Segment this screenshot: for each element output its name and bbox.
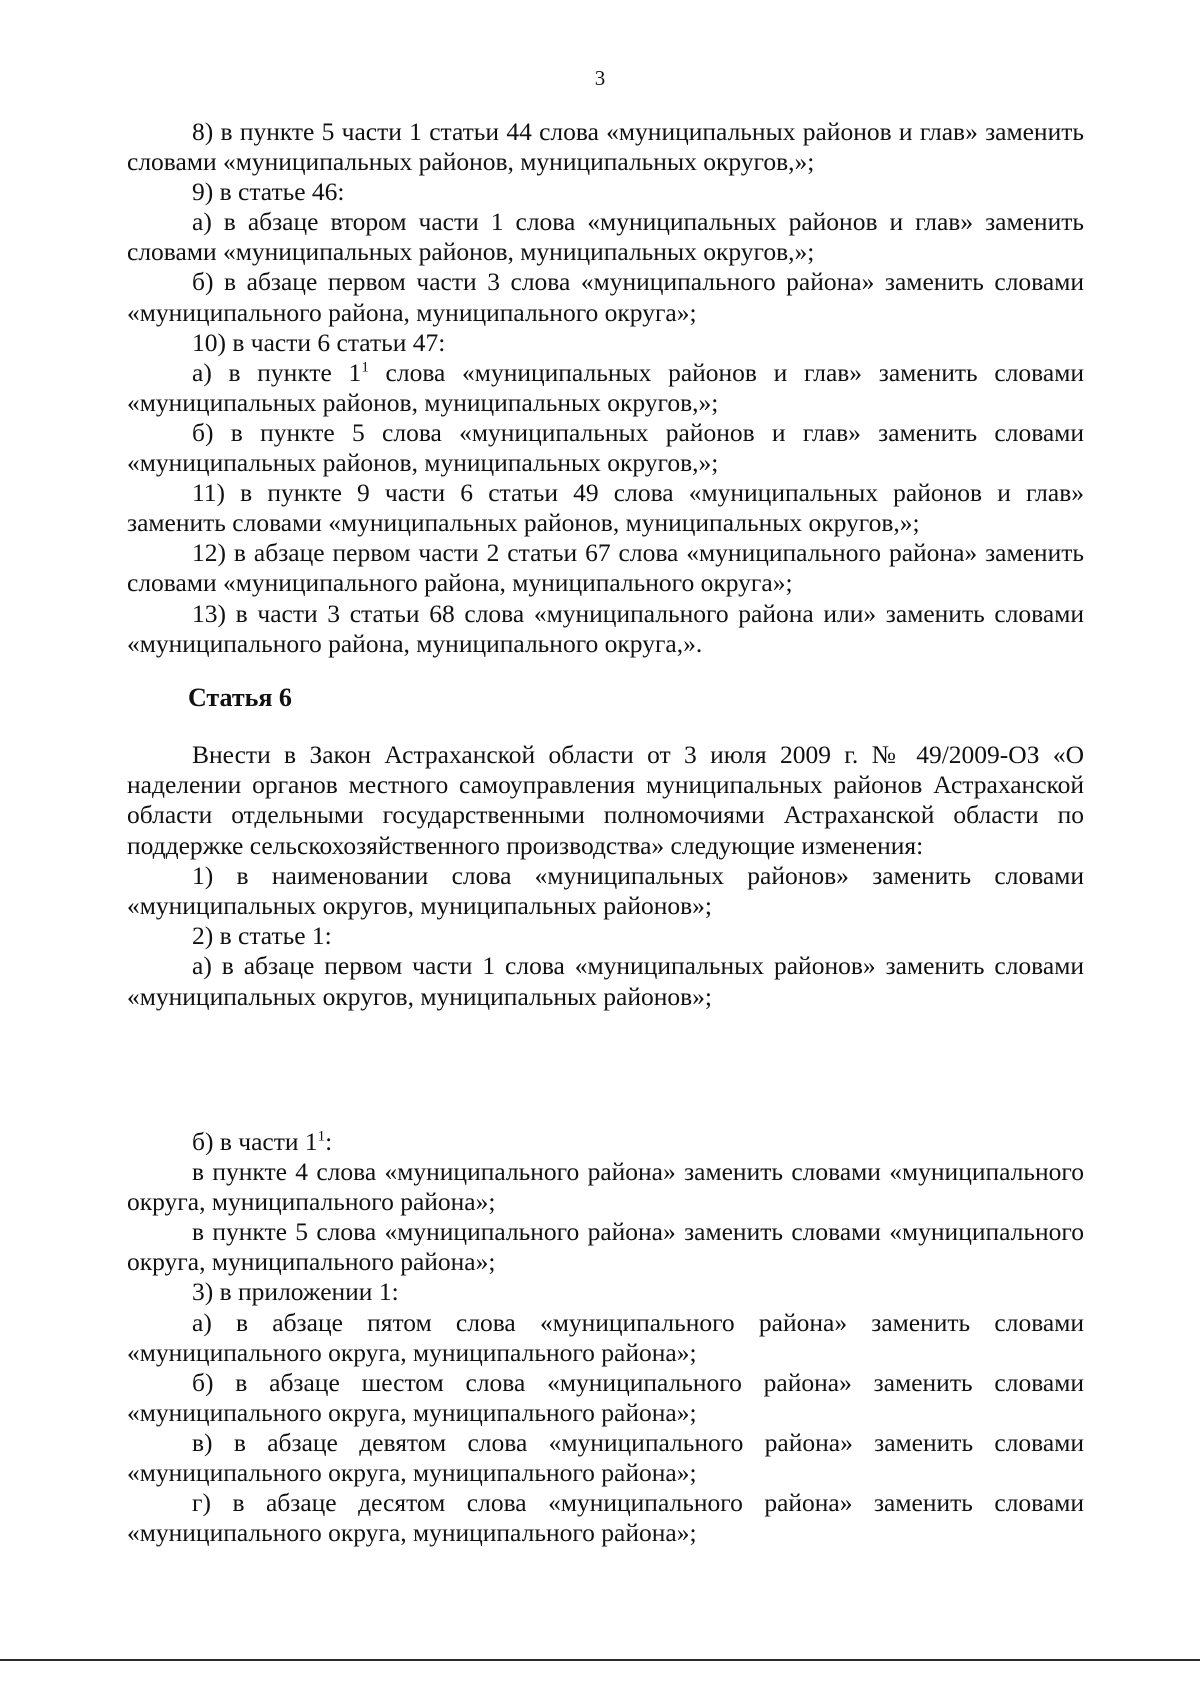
paragraph: а) в абзаце втором части 1 слова «муниципальных районов и глав» заменить словами «муниципальных районов, муниципальных округов,»; [127, 207, 1084, 267]
paragraph: 2) в статье 1: [192, 921, 332, 951]
paragraph: 11) в пункте 9 части 6 статьи 49 слова «муниципальных районов и глав» заменить словами «муниципальных районов, муниципальных округов,»; [127, 478, 1084, 538]
paragraph: а) в абзаце первом части 1 слова «муниципальных районов» заменить словами «муниципальных округов, муниципальных районов»; [127, 951, 1084, 1011]
paragraph: 3) в приложении 1: [192, 1277, 399, 1307]
paragraph: б) в абзаце шестом слова «муниципального района» заменить словами «муниципального округа, муниципального района»; [127, 1367, 1084, 1427]
paragraph-with-superscript [127, 1127, 1084, 1157]
article-heading: Статья 6 [188, 683, 292, 712]
text-fragment: слова «муниципальных районов и глав» заменить словами «муниципальных районов, муниципальных округов,»; [127, 357, 1084, 417]
paragraph: 10) в части 6 статьи 47: [192, 327, 446, 357]
article6-intro: Внести в Закон Астраханской области от 3 июля 2009 г. № 49/2009-ОЗ «О наделении органов местного самоуправления муниципальных районов Астраханской области отдельными государственными полномочиями Астраханской области по поддержке сельскохозяйственного производства» следующие изменения: [127, 740, 1084, 860]
article5-items [127, 117, 1084, 659]
paragraph: 12) в абзаце первом части 2 статьи 67 слова «муниципального района» заменить словами «муниципального района, муниципального округа»; [127, 538, 1084, 598]
text-fragment: б) в части 1 [192, 1127, 318, 1156]
text-fragment: : [325, 1127, 333, 1156]
paragraph: б) в пункте 5 слова «муниципальных районов и глав» заменить словами «муниципальных районов, муниципальных округов,»; [127, 417, 1084, 478]
text-fragment: а) в пункте 1 [192, 357, 362, 387]
paragraph: б) в абзаце первом части 3 слова «муниципального района» заменить словами «муниципального района, муниципального округа»; [127, 267, 1084, 327]
paragraph: 9) в статье 46: [192, 177, 345, 207]
page-number: 3 [594, 66, 606, 90]
paragraph: 13) в части 3 статьи 68 слова «муниципального района или» заменить словами «муниципального района, муниципального округа,». [127, 598, 1084, 658]
superscript: 1 [317, 1128, 326, 1145]
paragraph: 1) в наименовании слова «муниципальных районов» заменить словами «муниципальных округов, муниципальных районов»; [127, 860, 1084, 921]
paragraph: в) в абзаце девятом слова «муниципального района» заменить словами «муниципального округа, муниципального района»; [127, 1427, 1084, 1488]
article6-items [127, 1127, 1084, 1548]
bottom-divider [0, 1659, 1200, 1661]
paragraph: в пункте 4 слова «муниципального района» заменить словами «муниципального округа, муниципального района»; [127, 1157, 1084, 1217]
paragraph: в пункте 5 слова «муниципального района» заменить словами «муниципального округа, муниципального района»; [127, 1217, 1084, 1277]
paragraph: 8) в пункте 5 части 1 статьи 44 слова «муниципальных районов и глав» заменить словами «муниципальных районов, муниципальных округов,»; [127, 117, 1084, 177]
paragraph-with-superscript [127, 358, 1084, 418]
paragraph: г) в абзаце десятом слова «муниципального района» заменить словами «муниципального округа, муниципального района»; [127, 1488, 1084, 1548]
paragraph: а) в абзаце пятом слова «муниципального района» заменить словами «муниципального округа, муниципального района»; [127, 1307, 1084, 1367]
article6-intro-block [127, 740, 1084, 1012]
superscript: 1 [361, 359, 369, 375]
